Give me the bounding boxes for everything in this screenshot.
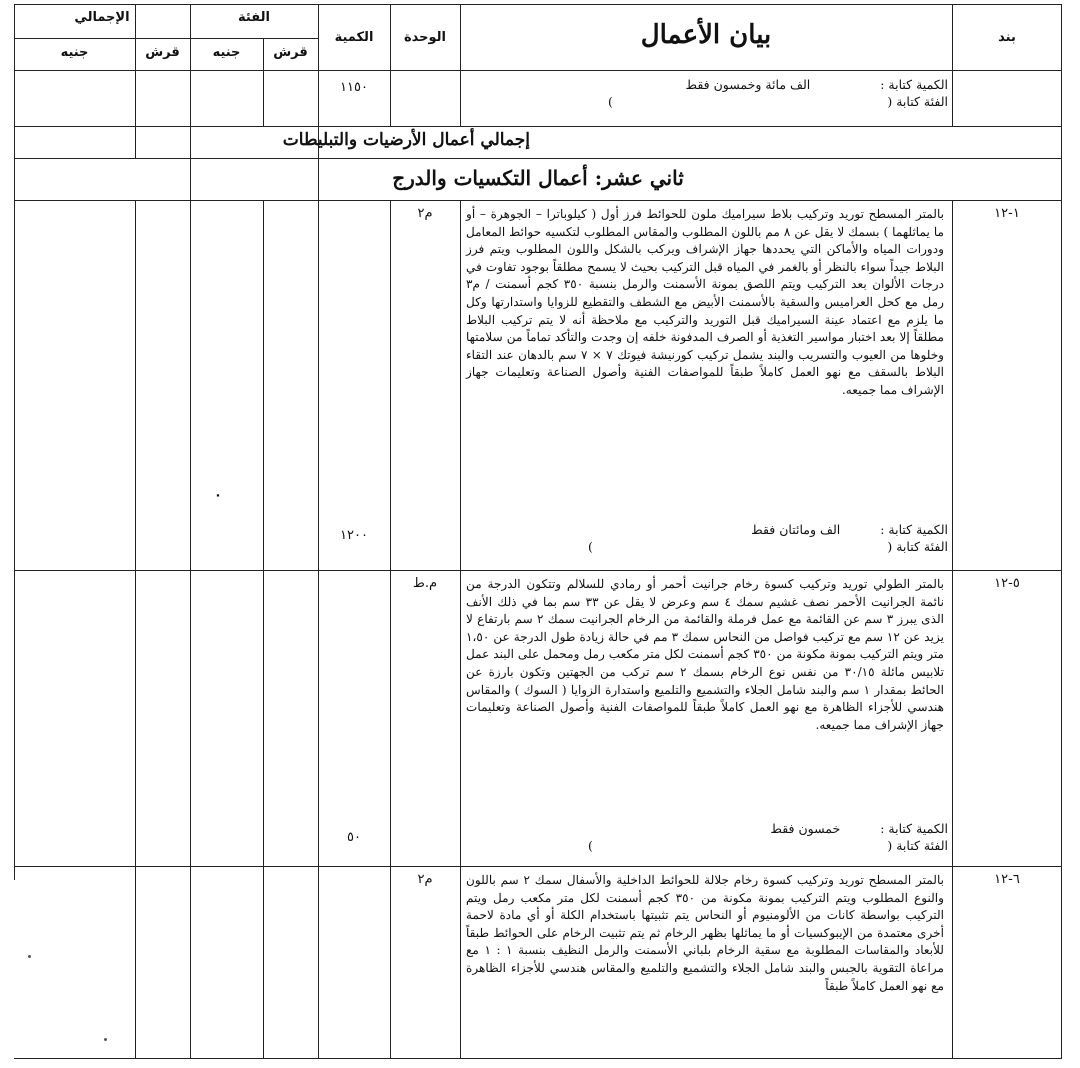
- qty-words-value: الف مائة وخمسون فقط: [685, 77, 811, 92]
- item-no: ١-١٢: [994, 206, 1020, 221]
- rate-words-label: الفئة كتابة (: [887, 539, 948, 554]
- qty-words-label: الكمية كتابة :: [880, 821, 948, 836]
- qty-words-label: الكمية كتابة :: [880, 77, 948, 92]
- qty-words-value: الف ومائتان فقط: [751, 522, 841, 537]
- unit-header: الوحدة: [403, 30, 447, 45]
- item-description: بالمتر المسطح توريد وتركيب كسوة رخام جلالة للحوائط الداخلية والأسفال سمك ٢ سم باللون والنوع المطلوب ويتم التركيب بمونة مكونة من ٣٥٠ كجم أسمنت لكل متر مكعب رمل ويتم التركيب بواسطة كانات من الألومنيوم أو النحاس يتم تثبيتها باستخدام الكلة أو أي مادة لاحمة أخرى معتمدة من الإيبوكسيات أو ما يماثلها بظهر الرخام ثم يتم تثبيت الرخام على الحوائط طبقاً للأبعاد والمقاسات المطلوبة مع سقية الرخام بلباني الأسمنت والرمل النظيف بنسبة ١ : ١ مع مراعاة التقوية بالجبس والبند شامل الجلاء والتشميع والتلميع والمقاس هندسي للأجزاء الظاهرة مع نهو العمل كاملاً طبقاً: [466, 873, 944, 993]
- scan-speck: [28, 955, 31, 958]
- total-header: الإجمالي: [74, 10, 130, 25]
- row-quantity: ١١٥٠: [340, 80, 368, 95]
- quantity-header: الكمية: [334, 30, 374, 45]
- rate-words-close: ): [608, 94, 613, 109]
- qty-words-label: الكمية كتابة :: [880, 522, 948, 537]
- item-unit: م٢: [417, 872, 433, 887]
- item-description: بالمتر المسطح توريد وتركيب بلاط سيراميك ملون للحوائط فرز أول ( كيلوباترا – الجوهرة – أو ما يماثلهما ) بسمك لا يقل عن ٨ مم باللون المطلوب والمقاس المطلوب لتكسيه حوائط المعامل ودورات المياه والأماكن التي يحددها جهاز الإشراف ويركب بالشكل واللون المطلوب ويتم فرز البلاط جيداً سواء بالنظر أو بالغمر في المياه قبل التركيب بحيث لا يسمح مطلقاً بوجود تفاوت في درجات الألوان بعد التركيب ويتم اللصق بمونة الأسمنت والرمل بنسبة ٣٥٠ كجم أسمنت / م٣ رمل مع كحل العراميس والسقية بالأسمنت الأبيض مع الشطف والتقطيع للزوايا واستدارتها وكل ما يلزم مع اعتماد عينة السيراميك قبل التوريد والتركيب مع ملاحظة أنه لا يتم تركيب البلاط مطلقاً إلا بعد اختبار مواسير التغذية أو الصرف المدفونة خلفه إن وجدت والتأكد تماماً من سلامتها وخلوها من العيوب والتسريب والبند يشمل تركيب كورنيشة فيوتك ٧ × ٧ سم بالدهان عند التقاء البلاط بالسقف مع نهو العمل كاملاً طبقاً للمواصفات الفنية وأصول الصناعة وتعليمات جهاز الإشراف مما جميعه.: [466, 207, 945, 397]
- item-no: ٥-١٢: [994, 576, 1020, 591]
- item-unit: م.ط: [412, 576, 438, 591]
- statement-header: بيان الأعمال: [640, 20, 772, 50]
- section12-title: ثاني عشر: أعمال التكسيات والدرج: [392, 166, 684, 190]
- item-quantity: ٥٠: [347, 830, 361, 845]
- row-quantity-words: [462, 76, 948, 110]
- rate-words-label: الفئة كتابة (: [887, 94, 948, 109]
- scan-speck: [104, 1038, 107, 1041]
- rate-words-close: ): [588, 539, 593, 554]
- item-quantity-words: [462, 521, 948, 555]
- rate-header: الفئة: [238, 10, 270, 25]
- item-quantity-words: [462, 820, 948, 854]
- item-no: ٦-١٢: [994, 872, 1020, 887]
- rate-piaster-header: قرش: [273, 45, 308, 60]
- qty-words-value: خمسون فقط: [770, 821, 841, 836]
- item-quantity: ١٢٠٠: [340, 528, 368, 543]
- rate-words-label: الفئة كتابة (: [887, 838, 948, 853]
- item-unit: م٢: [417, 206, 433, 221]
- scan-blank-area: [0, 880, 130, 1058]
- total-pound-header: جنيه: [60, 45, 89, 60]
- rate-words-close: ): [588, 838, 593, 853]
- rate-mark: ٠: [214, 488, 222, 503]
- floors-total-label: إجمالي أعمال الأرضيات والتبليطات: [282, 130, 530, 150]
- item-description: بالمتر الطولي توريد وتركيب كسوة رخام جرانيت أحمر أو رمادي للسلالم وتتكون الدرجة من نائمة الجرانيت الأحمر نصف غشيم سمك ٤ سم وعرض لا يقل عن ٣٣ سم بما في ذلك الأنف الذى يبرز ٣ سم عن القائمة مع عمل فرملة والقائمة من الرخام الجرانيت سمك ٢ سم بارتفاع لا يزيد عن ١٢ سم مع تركيب فواصل من النحاس سمك ٣ مم في حالة زيادة طول الدرجة عن ١،٥٠ متر ويتم التركيب بمونة مكونة من ٣٥٠ كجم أسمنت لكل متر مكعب رمل ومحمل على البند عمل تلابيس مائلة ٣٠/١٥ من نفس نوع الرخام بسمك ٢ سم تركب من الجهتين وتكون بارزة عن الحائط بمقدار ١ سم والبند شامل الجلاء والتشميع والتلميع واستدارة الزوايا ( السوك ) والمقاس هندسي للأجزاء الظاهرة مع نهو العمل كاملاً طبقاً للمواصفات الفنية وأصول الصناعة وتعليمات جهاز الإشراف مما جميعه.: [466, 577, 945, 732]
- total-piaster-header: قرش: [145, 45, 180, 60]
- item-no-header: بند: [998, 30, 1016, 45]
- rate-pound-header: جنيه: [212, 45, 241, 60]
